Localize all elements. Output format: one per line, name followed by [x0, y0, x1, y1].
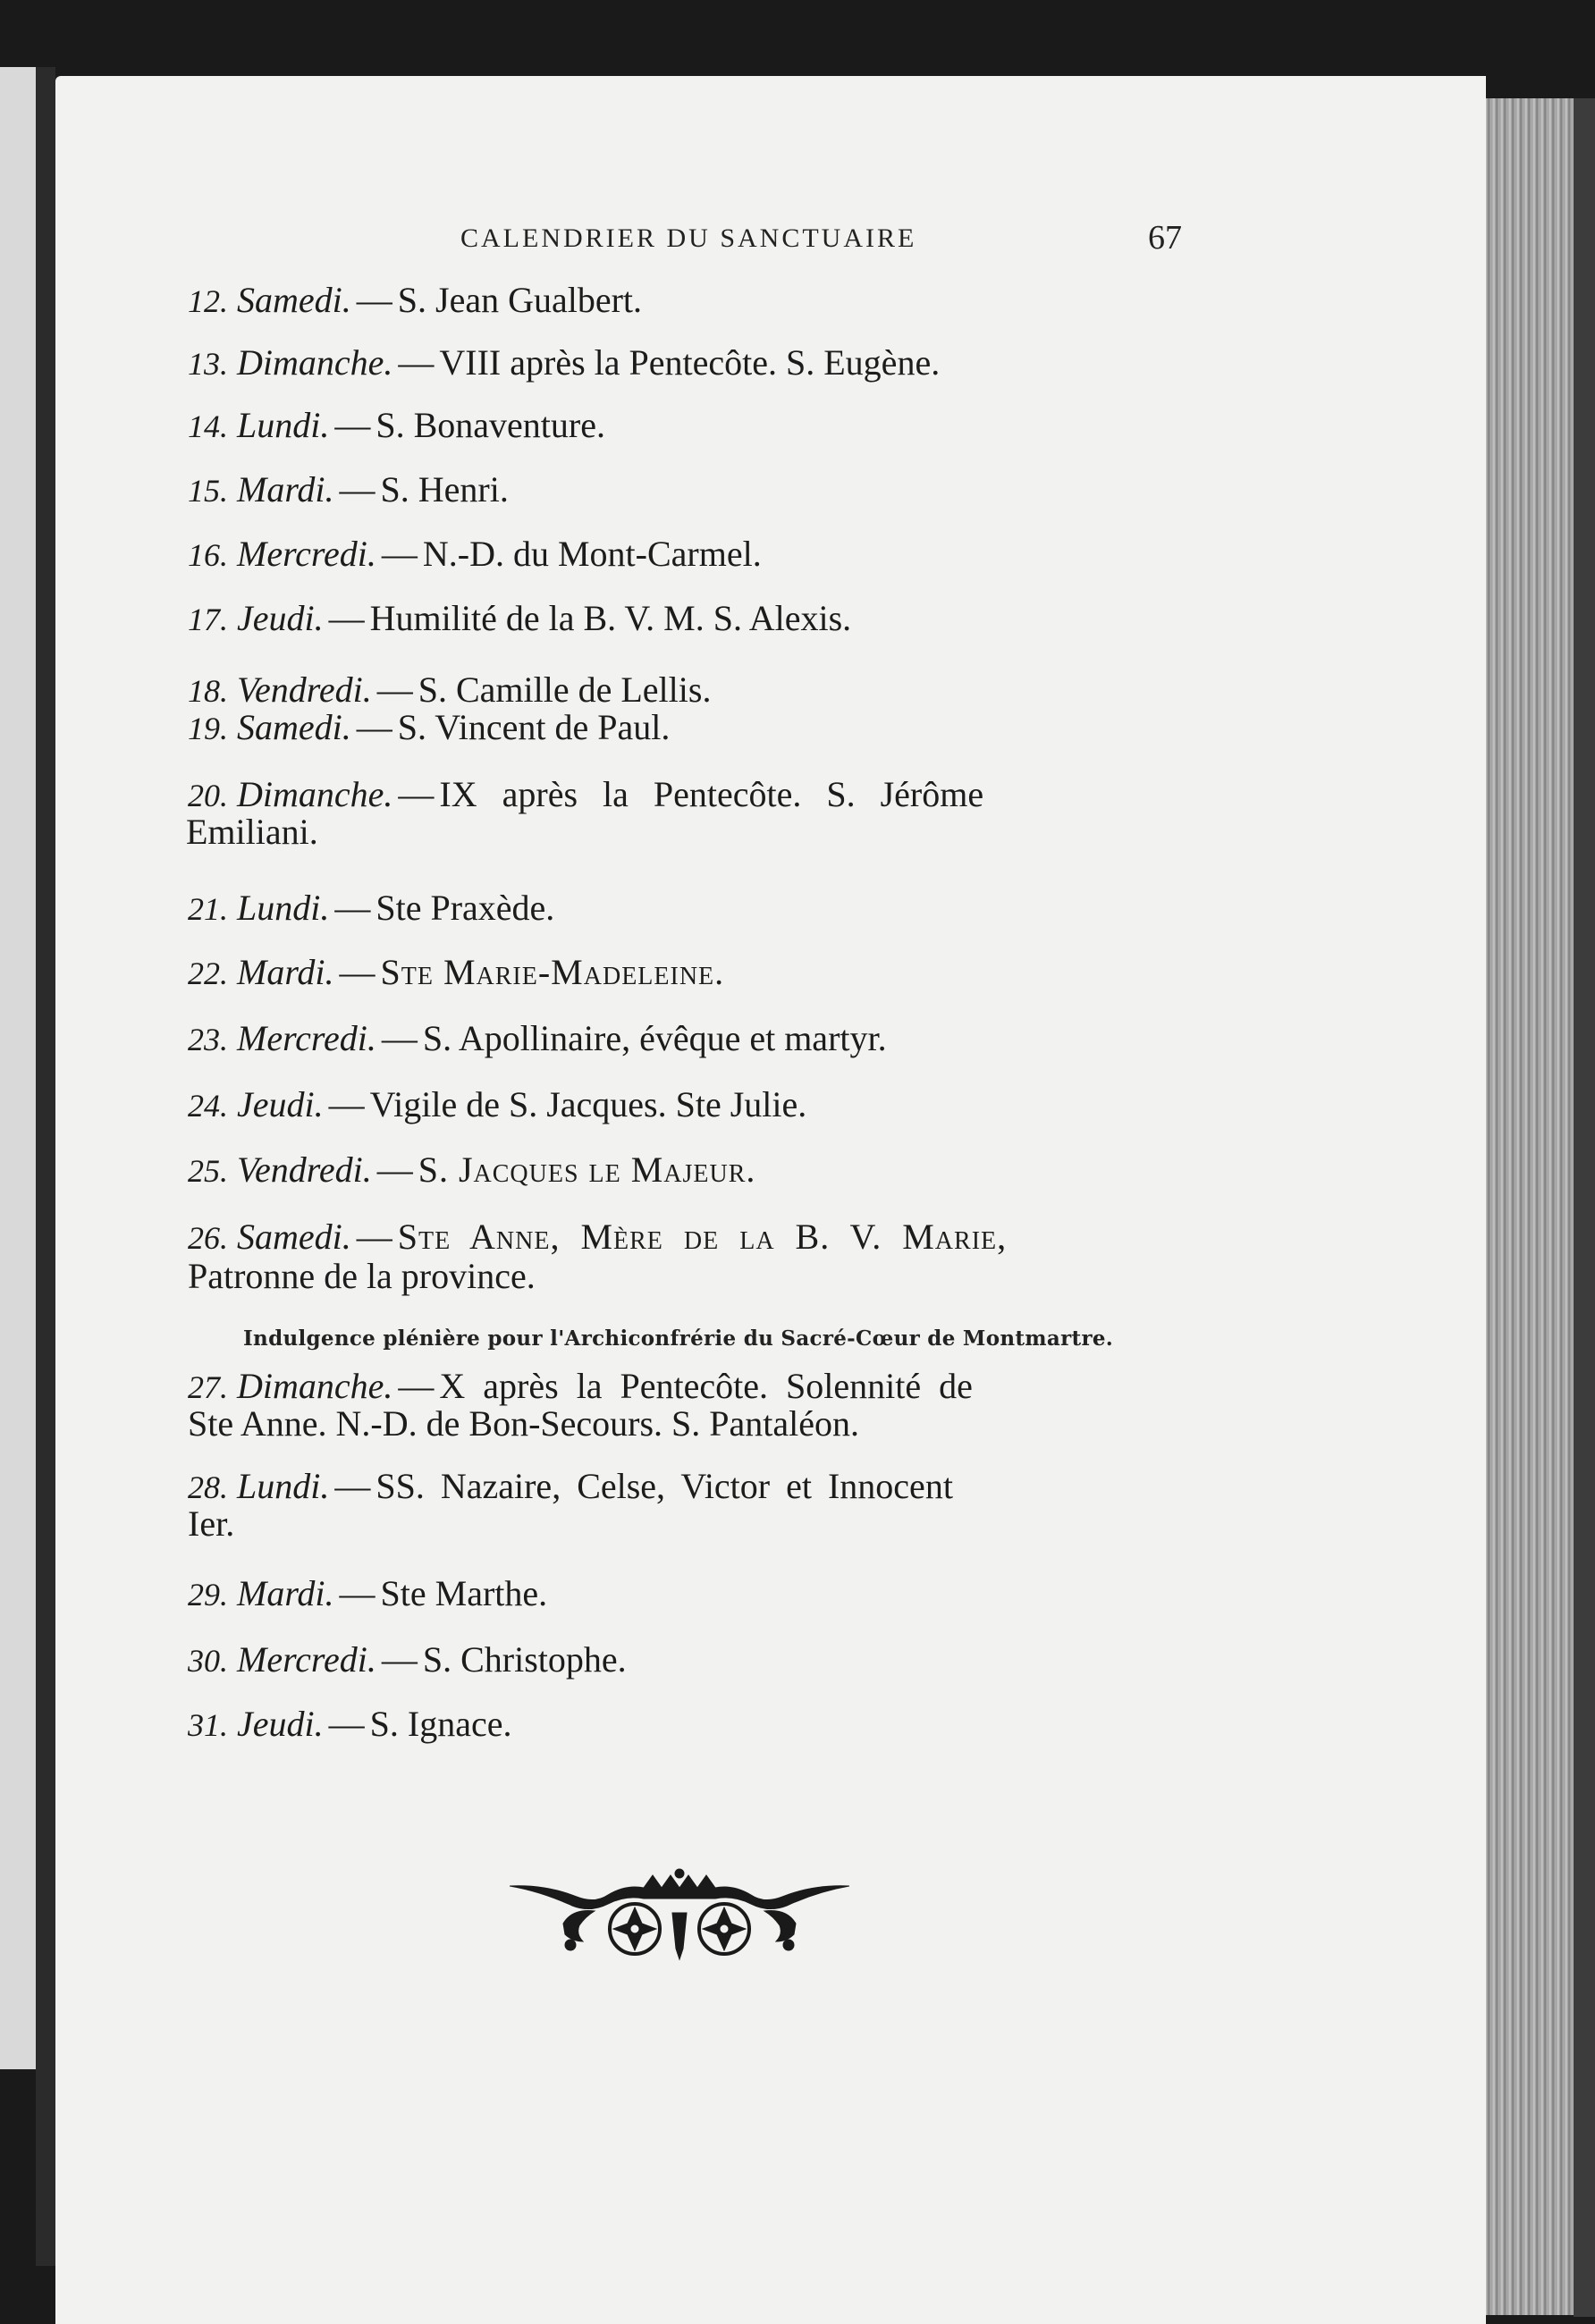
entry-number: 20.	[188, 778, 228, 813]
entry-day: Dimanche.	[237, 342, 393, 383]
entry-day: Dimanche.	[237, 1366, 393, 1406]
entry-text: N.-D. du Mont-Carmel.	[422, 534, 762, 574]
calendar-entry	[188, 1575, 1180, 1613]
entry-day: Mercredi.	[237, 1018, 376, 1058]
calendar-entry	[188, 600, 1180, 638]
calendar-entry	[188, 1086, 1180, 1124]
entry-day: Vendredi.	[237, 669, 372, 710]
entry-continuation: Patronne de la province.	[188, 1256, 536, 1296]
calendar-entry	[188, 407, 1180, 445]
entry-text: Ste Anne, Mère de la B. V. Marie,	[397, 1217, 1008, 1257]
entry-day: Samedi.	[237, 280, 351, 320]
entry-number: 30.	[188, 1643, 228, 1679]
entry-number: 13.	[188, 346, 228, 382]
entry-text: S. Henri.	[380, 469, 509, 509]
entry-number: 22.	[188, 956, 228, 991]
entry-number: 14.	[188, 408, 228, 444]
entry-text: S. Camille de Lellis.	[418, 669, 712, 710]
entry-dash: —	[334, 888, 371, 928]
entry-text: S. Jacques le Majeur.	[418, 1149, 756, 1190]
running-head-title: CALENDRIER DU SANCTUAIRE	[460, 223, 917, 253]
entry-dash: —	[334, 1466, 371, 1506]
entry-number: 17.	[188, 602, 228, 637]
entry-continuation: Ste Anne. N.-D. de Bon-Secours. S. Pantaléon.	[188, 1403, 860, 1444]
entry-number: 16.	[188, 537, 228, 573]
entry-number: 26.	[188, 1220, 228, 1256]
calendar-entry	[188, 1368, 1180, 1406]
calendar-entry	[188, 671, 1180, 710]
entry-day: Mercredi.	[237, 534, 376, 574]
calendar-entry	[188, 1641, 1180, 1680]
entry-dash: —	[339, 469, 376, 509]
entry-dash: —	[334, 405, 371, 445]
entry-text: S. Jean Gualbert.	[397, 280, 643, 320]
calendar-entry	[188, 954, 1180, 992]
entry-number: 18.	[188, 673, 228, 709]
entry-text: S. Bonaventure.	[376, 405, 605, 445]
entry-dash: —	[339, 952, 376, 992]
calendar-entry	[188, 709, 1180, 747]
calendar-entry	[188, 282, 1180, 320]
entry-dash: —	[328, 1704, 365, 1744]
calendar-entry	[188, 1218, 1180, 1257]
entry-text: Humilité de la B. V. M. S. Alexis.	[369, 598, 852, 638]
running-head	[0, 219, 1595, 259]
calendar-entry	[188, 471, 1180, 509]
entry-text: S. Apollinaire, évêque et martyr.	[422, 1018, 887, 1058]
entry-dash: —	[381, 1018, 418, 1058]
entry-day: Jeudi.	[237, 1704, 324, 1744]
entry-continuation: Ier.	[188, 1503, 235, 1544]
entry-dash: —	[356, 1217, 392, 1257]
entry-day: Lundi.	[237, 888, 330, 928]
entry-number: 21.	[188, 891, 228, 927]
entry-text: Ste Praxède.	[376, 888, 555, 928]
entry-day: Mardi.	[237, 1573, 334, 1613]
entry-text: Vigile de S. Jacques. Ste Julie.	[369, 1084, 807, 1124]
entry-number: 29.	[188, 1577, 228, 1612]
entry-text: S. Christophe.	[422, 1639, 627, 1680]
entry-day: Lundi.	[237, 1466, 330, 1506]
entry-day: Jeudi.	[237, 598, 324, 638]
entry-dash: —	[376, 669, 413, 710]
entry-number: 31.	[188, 1707, 228, 1743]
entry-number: 15.	[188, 473, 228, 509]
entry-day: Lundi.	[237, 405, 330, 445]
entry-day: Mercredi.	[237, 1639, 376, 1680]
floral-ornament-icon	[510, 1859, 849, 1966]
entry-dash: —	[376, 1149, 413, 1190]
entry-dash: —	[398, 774, 435, 814]
entry-text: VIII après la Pentecôte. S. Eugène.	[439, 342, 941, 383]
entry-number: 28.	[188, 1469, 228, 1505]
entry-dash: —	[398, 1366, 435, 1406]
calendar-entry	[188, 1020, 1180, 1058]
entry-day: Dimanche.	[237, 774, 393, 814]
entry-text: X après la Pentecôte. Solennité de	[439, 1366, 973, 1406]
entry-dash: —	[356, 707, 392, 747]
calendar-entry	[188, 776, 1180, 814]
entry-text: SS. Nazaire, Celse, Victor et Innocent	[376, 1466, 953, 1506]
entry-number: 25.	[188, 1153, 228, 1189]
entry-text: S. Ignace.	[369, 1704, 512, 1744]
entry-continuation: Emiliani.	[186, 812, 318, 852]
entry-dash: —	[381, 534, 418, 574]
calendar-entry	[188, 1151, 1180, 1190]
book-gutter	[36, 67, 55, 2266]
entry-dash: —	[339, 1573, 376, 1613]
entry-dash: —	[328, 598, 365, 638]
indulgence-note: Indulgence plénière pour l'Archiconfrérie du Sacré-Cœur de Montmartre.	[243, 1326, 1114, 1351]
calendar-entry	[188, 1468, 1180, 1506]
entry-text: Ste Marie-Madeleine.	[380, 952, 725, 992]
entry-text: S. Vincent de Paul.	[397, 707, 671, 747]
page-stack-edge	[1475, 98, 1578, 2315]
entry-dash: —	[398, 342, 435, 383]
entry-day: Mardi.	[237, 952, 334, 992]
calendar-entry	[188, 1705, 1180, 1744]
entry-number: 19.	[188, 711, 228, 746]
entry-number: 12.	[188, 283, 228, 319]
entry-dash: —	[381, 1639, 418, 1680]
book-cover-edge	[1574, 98, 1595, 2317]
entry-number: 23.	[188, 1022, 228, 1057]
entry-day: Mardi.	[237, 469, 334, 509]
entry-day: Samedi.	[237, 707, 351, 747]
entry-text: Ste Marthe.	[380, 1573, 548, 1613]
page-number: 67	[1148, 219, 1182, 257]
calendar-entry	[188, 344, 1180, 383]
entry-day: Vendredi.	[237, 1149, 372, 1190]
entry-dash: —	[328, 1084, 365, 1124]
entry-day: Samedi.	[237, 1217, 351, 1257]
entry-dash: —	[356, 280, 392, 320]
entry-number: 24.	[188, 1088, 228, 1124]
calendar-entry	[188, 535, 1180, 574]
entry-number: 27.	[188, 1369, 228, 1405]
entry-text: IX après la Pentecôte. S. Jérôme	[439, 774, 984, 814]
entry-day: Jeudi.	[237, 1084, 324, 1124]
calendar-entry	[188, 889, 1180, 928]
